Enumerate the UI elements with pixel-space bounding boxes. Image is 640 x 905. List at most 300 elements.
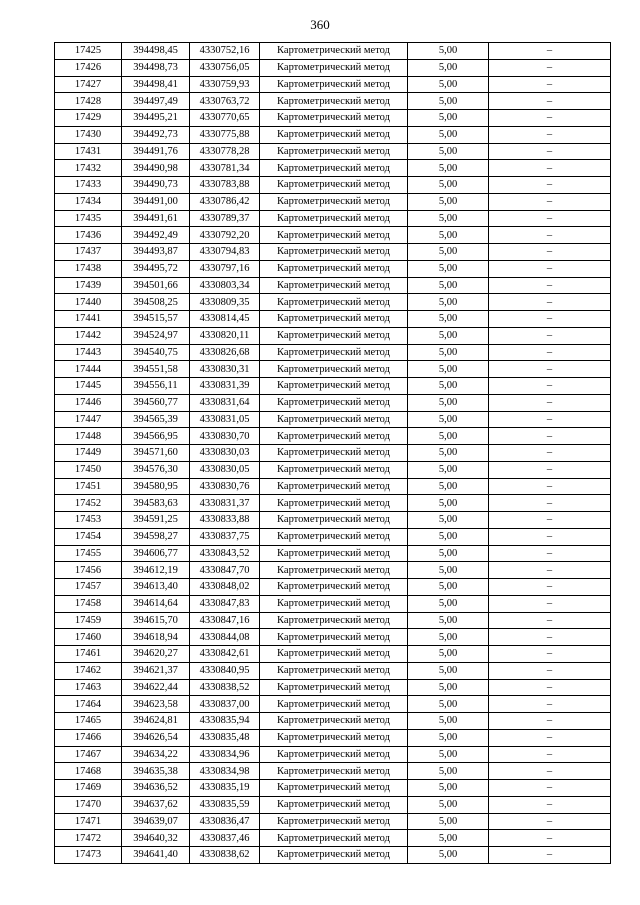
y-coordinate-cell: 4330835,19 [190,780,260,797]
method-cell: Картометрический метод [260,76,408,93]
point-number-cell: 17446 [55,394,122,411]
x-coordinate-cell: 394621,37 [122,662,190,679]
method-cell: Картометрический метод [260,512,408,529]
note-cell: – [489,461,611,478]
point-number-cell: 17443 [55,344,122,361]
y-coordinate-cell: 4330835,48 [190,729,260,746]
method-cell: Картометрический метод [260,143,408,160]
accuracy-cell: 5,00 [408,646,489,663]
x-coordinate-cell: 394497,49 [122,93,190,110]
table-row [55,528,611,545]
method-cell: Картометрический метод [260,780,408,797]
note-cell: – [489,428,611,445]
point-number-cell: 17444 [55,361,122,378]
point-number-cell: 17433 [55,177,122,194]
note-cell: – [489,361,611,378]
accuracy-cell: 5,00 [408,93,489,110]
note-cell: – [489,344,611,361]
note-cell: – [489,177,611,194]
note-cell: – [489,696,611,713]
accuracy-cell: 5,00 [408,763,489,780]
note-cell: – [489,713,611,730]
point-number-cell: 17469 [55,780,122,797]
note-cell: – [489,729,611,746]
table-row [55,177,611,194]
accuracy-cell: 5,00 [408,43,489,60]
x-coordinate-cell: 394490,73 [122,177,190,194]
point-number-cell: 17449 [55,445,122,462]
note-cell: – [489,662,611,679]
y-coordinate-cell: 4330759,93 [190,76,260,93]
accuracy-cell: 5,00 [408,143,489,160]
table-row [55,93,611,110]
coordinates-table-body [55,43,611,864]
y-coordinate-cell: 4330838,62 [190,847,260,864]
method-cell: Картометрический метод [260,612,408,629]
y-coordinate-cell: 4330794,83 [190,244,260,261]
y-coordinate-cell: 4330834,96 [190,746,260,763]
y-coordinate-cell: 4330848,02 [190,579,260,596]
x-coordinate-cell: 394491,00 [122,193,190,210]
note-cell: – [489,612,611,629]
note-cell: – [489,445,611,462]
note-cell: – [489,411,611,428]
method-cell: Картометрический метод [260,729,408,746]
accuracy-cell: 5,00 [408,461,489,478]
table-row [55,361,611,378]
point-number-cell: 17450 [55,461,122,478]
y-coordinate-cell: 4330803,34 [190,277,260,294]
method-cell: Картометрический метод [260,461,408,478]
method-cell: Картометрический метод [260,763,408,780]
table-row [55,512,611,529]
x-coordinate-cell: 394490,98 [122,160,190,177]
table-row [55,244,611,261]
accuracy-cell: 5,00 [408,629,489,646]
note-cell: – [489,528,611,545]
y-coordinate-cell: 4330797,16 [190,260,260,277]
y-coordinate-cell: 4330786,42 [190,193,260,210]
table-row [55,646,611,663]
table-row [55,495,611,512]
point-number-cell: 17427 [55,76,122,93]
accuracy-cell: 5,00 [408,244,489,261]
method-cell: Картометрический метод [260,679,408,696]
note-cell: – [489,110,611,127]
table-row [55,579,611,596]
table-row [55,629,611,646]
note-cell: – [489,512,611,529]
note-cell: – [489,847,611,864]
accuracy-cell: 5,00 [408,277,489,294]
x-coordinate-cell: 394639,07 [122,813,190,830]
point-number-cell: 17431 [55,143,122,160]
table-row [55,43,611,60]
y-coordinate-cell: 4330781,34 [190,160,260,177]
table-row [55,729,611,746]
method-cell: Картометрический метод [260,327,408,344]
note-cell: – [489,210,611,227]
accuracy-cell: 5,00 [408,160,489,177]
note-cell: – [489,59,611,76]
note-cell: – [489,277,611,294]
x-coordinate-cell: 394615,70 [122,612,190,629]
y-coordinate-cell: 4330783,88 [190,177,260,194]
accuracy-cell: 5,00 [408,662,489,679]
x-coordinate-cell: 394622,44 [122,679,190,696]
method-cell: Картометрический метод [260,629,408,646]
method-cell: Картометрический метод [260,562,408,579]
note-cell: – [489,327,611,344]
y-coordinate-cell: 4330775,88 [190,126,260,143]
point-number-cell: 17460 [55,629,122,646]
point-number-cell: 17454 [55,528,122,545]
note-cell: – [489,595,611,612]
accuracy-cell: 5,00 [408,126,489,143]
y-coordinate-cell: 4330789,37 [190,210,260,227]
accuracy-cell: 5,00 [408,193,489,210]
method-cell: Картометрический метод [260,713,408,730]
table-row [55,813,611,830]
table-row [55,110,611,127]
accuracy-cell: 5,00 [408,394,489,411]
point-number-cell: 17455 [55,545,122,562]
point-number-cell: 17463 [55,679,122,696]
note-cell: – [489,478,611,495]
note-cell: – [489,646,611,663]
note-cell: – [489,160,611,177]
y-coordinate-cell: 4330847,70 [190,562,260,579]
method-cell: Картометрический метод [260,528,408,545]
point-number-cell: 17438 [55,260,122,277]
table-row [55,545,611,562]
method-cell: Картометрический метод [260,277,408,294]
x-coordinate-cell: 394495,21 [122,110,190,127]
method-cell: Картометрический метод [260,378,408,395]
point-number-cell: 17452 [55,495,122,512]
point-number-cell: 17445 [55,378,122,395]
point-number-cell: 17425 [55,43,122,60]
x-coordinate-cell: 394591,25 [122,512,190,529]
method-cell: Картометрический метод [260,445,408,462]
x-coordinate-cell: 394508,25 [122,294,190,311]
note-cell: – [489,143,611,160]
accuracy-cell: 5,00 [408,361,489,378]
point-number-cell: 17461 [55,646,122,663]
x-coordinate-cell: 394612,19 [122,562,190,579]
y-coordinate-cell: 4330830,70 [190,428,260,445]
method-cell: Картометрический метод [260,662,408,679]
table-row [55,830,611,847]
note-cell: – [489,378,611,395]
y-coordinate-cell: 4330770,65 [190,110,260,127]
method-cell: Картометрический метод [260,847,408,864]
note-cell: – [489,76,611,93]
x-coordinate-cell: 394501,66 [122,277,190,294]
x-coordinate-cell: 394498,41 [122,76,190,93]
table-row [55,394,611,411]
table-row [55,260,611,277]
table-row [55,763,611,780]
y-coordinate-cell: 4330809,35 [190,294,260,311]
method-cell: Картометрический метод [260,646,408,663]
accuracy-cell: 5,00 [408,780,489,797]
accuracy-cell: 5,00 [408,595,489,612]
x-coordinate-cell: 394566,95 [122,428,190,445]
note-cell: – [489,93,611,110]
x-coordinate-cell: 394515,57 [122,311,190,328]
point-number-cell: 17456 [55,562,122,579]
y-coordinate-cell: 4330826,68 [190,344,260,361]
y-coordinate-cell: 4330792,20 [190,227,260,244]
x-coordinate-cell: 394491,61 [122,210,190,227]
table-row [55,461,611,478]
y-coordinate-cell: 4330837,46 [190,830,260,847]
x-coordinate-cell: 394565,39 [122,411,190,428]
method-cell: Картометрический метод [260,830,408,847]
method-cell: Картометрический метод [260,344,408,361]
x-coordinate-cell: 394580,95 [122,478,190,495]
accuracy-cell: 5,00 [408,713,489,730]
x-coordinate-cell: 394493,87 [122,244,190,261]
note-cell: – [489,780,611,797]
table-row [55,59,611,76]
x-coordinate-cell: 394598,27 [122,528,190,545]
point-number-cell: 17467 [55,746,122,763]
accuracy-cell: 5,00 [408,59,489,76]
point-number-cell: 17440 [55,294,122,311]
accuracy-cell: 5,00 [408,528,489,545]
note-cell: – [489,796,611,813]
table-row [55,143,611,160]
y-coordinate-cell: 4330847,16 [190,612,260,629]
method-cell: Картометрический метод [260,93,408,110]
y-coordinate-cell: 4330763,72 [190,93,260,110]
x-coordinate-cell: 394491,76 [122,143,190,160]
accuracy-cell: 5,00 [408,512,489,529]
y-coordinate-cell: 4330814,45 [190,311,260,328]
note-cell: – [489,629,611,646]
method-cell: Картометрический метод [260,294,408,311]
method-cell: Картометрический метод [260,260,408,277]
accuracy-cell: 5,00 [408,612,489,629]
table-row [55,595,611,612]
accuracy-cell: 5,00 [408,428,489,445]
accuracy-cell: 5,00 [408,729,489,746]
accuracy-cell: 5,00 [408,378,489,395]
accuracy-cell: 5,00 [408,110,489,127]
table-row [55,378,611,395]
x-coordinate-cell: 394623,58 [122,696,190,713]
method-cell: Картометрический метод [260,59,408,76]
point-number-cell: 17439 [55,277,122,294]
accuracy-cell: 5,00 [408,294,489,311]
table-row [55,696,611,713]
x-coordinate-cell: 394495,72 [122,260,190,277]
point-number-cell: 17430 [55,126,122,143]
point-number-cell: 17436 [55,227,122,244]
accuracy-cell: 5,00 [408,830,489,847]
table-row [55,411,611,428]
accuracy-cell: 5,00 [408,478,489,495]
method-cell: Картометрический метод [260,796,408,813]
table-row [55,662,611,679]
y-coordinate-cell: 4330830,31 [190,361,260,378]
note-cell: – [489,43,611,60]
x-coordinate-cell: 394637,62 [122,796,190,813]
method-cell: Картометрический метод [260,813,408,830]
point-number-cell: 17471 [55,813,122,830]
accuracy-cell: 5,00 [408,177,489,194]
method-cell: Картометрический метод [260,394,408,411]
note-cell: – [489,763,611,780]
point-number-cell: 17435 [55,210,122,227]
note-cell: – [489,562,611,579]
y-coordinate-cell: 4330833,88 [190,512,260,529]
y-coordinate-cell: 4330831,05 [190,411,260,428]
point-number-cell: 17428 [55,93,122,110]
y-coordinate-cell: 4330831,39 [190,378,260,395]
point-number-cell: 17448 [55,428,122,445]
note-cell: – [489,813,611,830]
method-cell: Картометрический метод [260,126,408,143]
point-number-cell: 17464 [55,696,122,713]
note-cell: – [489,746,611,763]
y-coordinate-cell: 4330847,83 [190,595,260,612]
x-coordinate-cell: 394576,30 [122,461,190,478]
table-row [55,76,611,93]
point-number-cell: 17462 [55,662,122,679]
accuracy-cell: 5,00 [408,579,489,596]
y-coordinate-cell: 4330838,52 [190,679,260,696]
method-cell: Картометрический метод [260,478,408,495]
method-cell: Картометрический метод [260,311,408,328]
y-coordinate-cell: 4330831,64 [190,394,260,411]
method-cell: Картометрический метод [260,160,408,177]
x-coordinate-cell: 394551,58 [122,361,190,378]
method-cell: Картометрический метод [260,696,408,713]
table-row [55,428,611,445]
point-number-cell: 17434 [55,193,122,210]
table-row [55,847,611,864]
x-coordinate-cell: 394540,75 [122,344,190,361]
table-row [55,445,611,462]
y-coordinate-cell: 4330836,47 [190,813,260,830]
accuracy-cell: 5,00 [408,210,489,227]
table-row [55,277,611,294]
table-row [55,327,611,344]
y-coordinate-cell: 4330830,76 [190,478,260,495]
method-cell: Картометрический метод [260,495,408,512]
accuracy-cell: 5,00 [408,847,489,864]
point-number-cell: 17441 [55,311,122,328]
accuracy-cell: 5,00 [408,327,489,344]
accuracy-cell: 5,00 [408,562,489,579]
note-cell: – [489,545,611,562]
table-row [55,713,611,730]
note-cell: – [489,679,611,696]
method-cell: Картометрический метод [260,244,408,261]
coordinates-table [54,42,611,864]
point-number-cell: 17453 [55,512,122,529]
point-number-cell: 17470 [55,796,122,813]
accuracy-cell: 5,00 [408,679,489,696]
x-coordinate-cell: 394606,77 [122,545,190,562]
method-cell: Картометрический метод [260,579,408,596]
table-row [55,193,611,210]
y-coordinate-cell: 4330837,00 [190,696,260,713]
accuracy-cell: 5,00 [408,445,489,462]
table-row [55,796,611,813]
point-number-cell: 17442 [55,327,122,344]
x-coordinate-cell: 394583,63 [122,495,190,512]
note-cell: – [489,260,611,277]
method-cell: Картометрический метод [260,110,408,127]
x-coordinate-cell: 394620,27 [122,646,190,663]
note-cell: – [489,394,611,411]
x-coordinate-cell: 394571,60 [122,445,190,462]
method-cell: Картометрический метод [260,193,408,210]
x-coordinate-cell: 394641,40 [122,847,190,864]
x-coordinate-cell: 394498,45 [122,43,190,60]
y-coordinate-cell: 4330830,05 [190,461,260,478]
y-coordinate-cell: 4330837,75 [190,528,260,545]
point-number-cell: 17465 [55,713,122,730]
table-row [55,746,611,763]
y-coordinate-cell: 4330842,61 [190,646,260,663]
accuracy-cell: 5,00 [408,796,489,813]
y-coordinate-cell: 4330820,11 [190,327,260,344]
point-number-cell: 17468 [55,763,122,780]
method-cell: Картометрический метод [260,428,408,445]
x-coordinate-cell: 394636,52 [122,780,190,797]
note-cell: – [489,311,611,328]
x-coordinate-cell: 394634,22 [122,746,190,763]
accuracy-cell: 5,00 [408,813,489,830]
note-cell: – [489,579,611,596]
y-coordinate-cell: 4330778,28 [190,143,260,160]
x-coordinate-cell: 394626,54 [122,729,190,746]
table-row [55,478,611,495]
x-coordinate-cell: 394624,81 [122,713,190,730]
point-number-cell: 17472 [55,830,122,847]
x-coordinate-cell: 394556,11 [122,378,190,395]
point-number-cell: 17429 [55,110,122,127]
accuracy-cell: 5,00 [408,746,489,763]
y-coordinate-cell: 4330831,37 [190,495,260,512]
x-coordinate-cell: 394613,40 [122,579,190,596]
point-number-cell: 17451 [55,478,122,495]
note-cell: – [489,495,611,512]
y-coordinate-cell: 4330834,98 [190,763,260,780]
method-cell: Картометрический метод [260,545,408,562]
x-coordinate-cell: 394635,38 [122,763,190,780]
x-coordinate-cell: 394640,32 [122,830,190,847]
point-number-cell: 17447 [55,411,122,428]
y-coordinate-cell: 4330843,52 [190,545,260,562]
table-row [55,126,611,143]
y-coordinate-cell: 4330835,59 [190,796,260,813]
point-number-cell: 17457 [55,579,122,596]
method-cell: Картометрический метод [260,210,408,227]
y-coordinate-cell: 4330756,05 [190,59,260,76]
note-cell: – [489,294,611,311]
x-coordinate-cell: 394524,97 [122,327,190,344]
x-coordinate-cell: 394492,49 [122,227,190,244]
point-number-cell: 17466 [55,729,122,746]
accuracy-cell: 5,00 [408,260,489,277]
note-cell: – [489,830,611,847]
